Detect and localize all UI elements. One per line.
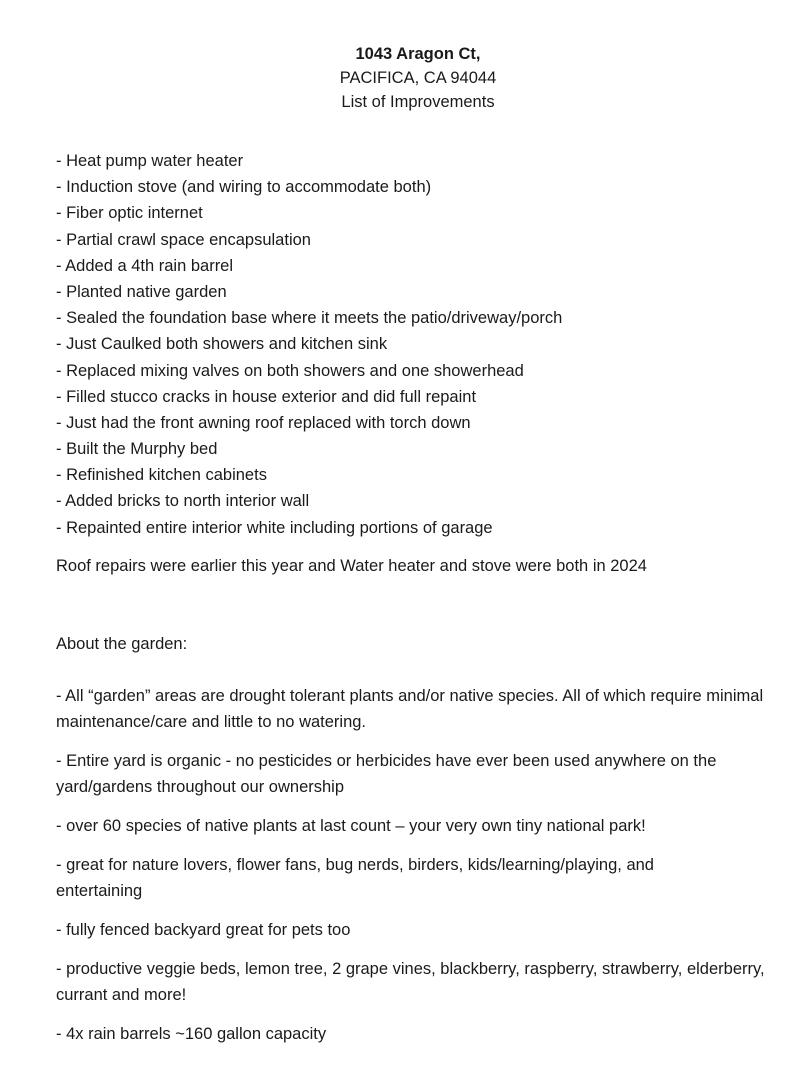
list-item: - Filled stucco cracks in house exterior and did full repaint [56, 387, 477, 406]
timing-note: Roof repairs were earlier this year and Water heater and stove were both in 2024 [56, 557, 647, 575]
city-line: PACIFICA, CA 94044 [339, 69, 497, 87]
list-item: - Added bricks to north interior wall [56, 492, 310, 511]
garden-heading: About the garden: [56, 635, 188, 653]
list-item: - productive veggie beds, lemon tree, 2 grape vines, blackberry, raspberry, strawberry, elderberry, currant and more! [56, 960, 765, 1004]
list-item: - Heat pump water heater [56, 152, 244, 170]
list-item: - Refinished kitchen cabinets [56, 466, 267, 485]
list-item: - Added a 4th rain barrel [56, 256, 234, 275]
list-item: - Built the Murphy bed [56, 440, 218, 459]
list-item: - over 60 species of native plants at last count – your very own tiny national park! [56, 817, 646, 835]
list-item: - Planted native garden [56, 282, 227, 301]
list-item: - fully fenced backyard great for pets too [56, 921, 351, 939]
document-subtitle: List of Improvements [341, 93, 495, 111]
list-item: - 4x rain barrels ~160 gallon capacity [56, 1025, 327, 1043]
list-item: - Induction stove (and wiring to accommodate both) [56, 178, 432, 197]
address-line: 1043 Aragon Ct, [355, 45, 481, 63]
list-item: - Replaced mixing valves on both showers and one showerhead [56, 361, 524, 380]
list-item: - Just Caulked both showers and kitchen sink [56, 335, 388, 354]
document-header [0, 42, 799, 114]
list-item: - Partial crawl space encapsulation [56, 230, 311, 249]
list-item: - Fiber optic internet [56, 204, 203, 223]
garden-list [56, 683, 776, 1060]
list-item: - Repainted entire interior white including portions of garage [56, 518, 493, 537]
list-item: - great for nature lovers, flower fans, bug nerds, birders, kids/learning/playing, and entertaining [56, 856, 654, 900]
list-item: - Just had the front awning roof replaced with torch down [56, 413, 471, 432]
list-item: - All “garden” areas are drought tolerant plants and/or native species. All of which require minimal maintenance/care and little to no watering. [56, 687, 764, 731]
list-item: - Sealed the foundation base where it meets the patio/driveway/porch [56, 309, 563, 328]
list-item: - Entire yard is organic - no pesticides or herbicides have ever been used anywhere on the yard/gardens throughout our ownership [56, 752, 717, 796]
improvements-list [56, 148, 776, 541]
